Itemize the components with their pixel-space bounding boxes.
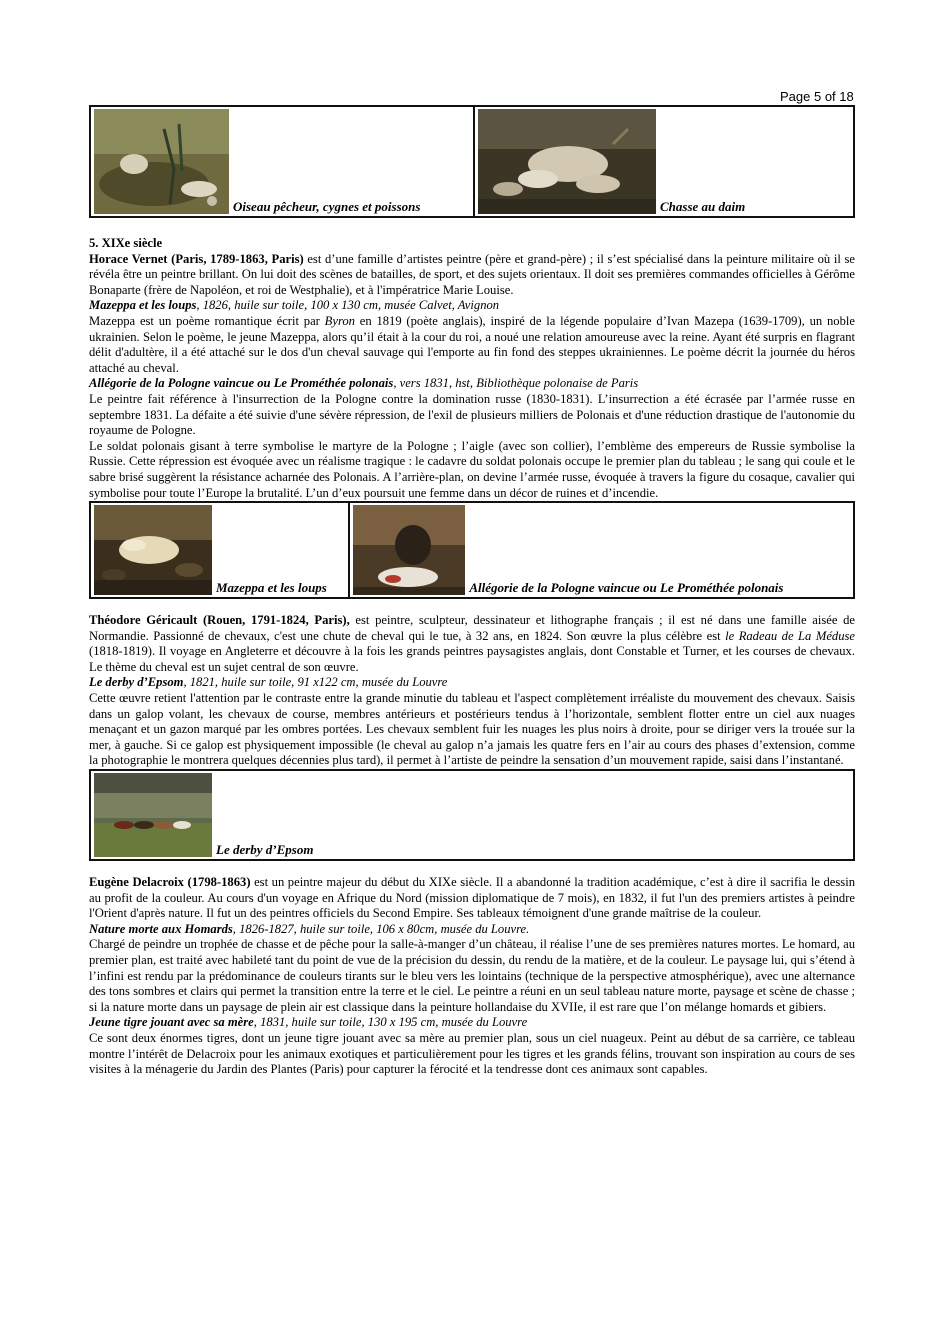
caption-oiseau: Oiseau pêcheur, cygnes et poissons (233, 199, 421, 214)
paragraph-homards: Chargé de peindre un trophée de chasse et de pêche pour la salle-à-manger d’un château, il réalise l’une de ses premières natures mortes. Le homard, au premier plan, est traité avec habileté tant du point de vue de la précision du dessin, du rendu de la matière, et de la couleur. Le paysage lui, qui s’étend à l’infini est rendu par la prédominance de couleurs tirants sur le bleu vers les lointains (technique de la perspective atmosphérique), avec une alternance des tons sombres et clairs qui permet la transition entre la terre et le ciel. Le peintre a réuni en un seul tableau nature morte, paysage et scène de chasse ; si la nature morte dans un paysage de plein air est classique dans la peinture hollandaise du XVIIe, il est rare que l’on mélange homards et gibiers. (89, 937, 855, 1014)
work-title-derby: Le derby d’Epsom (89, 675, 184, 690)
image-cell-derby (91, 771, 853, 859)
section-heading: 5. XIXe siècle (89, 236, 163, 250)
caption-pologne: Allégorie de la Pologne vaincue ou Le Prométhée polonais (469, 580, 784, 596)
work-meta-derby: , 1821, huile sur toile, 91 x122 cm, musée du Louvre (183, 675, 448, 690)
artist-name-delacroix: Eugène Delacroix (1798-1863) (89, 875, 251, 890)
page-content (89, 105, 855, 1078)
work-title-tigre: Jeune tigre jouant avec sa mère (89, 1015, 254, 1030)
image-cell-pologne (348, 503, 853, 597)
work-title-pologne: Allégorie de la Pologne vaincue ou Le Prométhée polonais (89, 376, 394, 391)
painting-mazeppa (94, 505, 212, 595)
work-meta-pologne: , vers 1831, hst, Bibliothèque polonaise de Paris (393, 376, 639, 391)
mazeppa-text-byron: Byron (324, 313, 355, 328)
painting-derby-epsom (94, 773, 212, 857)
caption-chasse: Chasse au daim (660, 199, 746, 214)
image-cell-mazeppa (91, 503, 348, 597)
work-heading-mazeppa (89, 298, 855, 314)
work-meta-tigre: , 1831, huile sur toile, 130 x 195 cm, musée du Louvre (253, 1015, 528, 1030)
paragraph-tigre: Ce sont deux énormes tigres, dont un jeune tigre jouant avec sa mère au premier plan, sous un ciel nuageux. Peint au début de sa carrière, ce tableau montre l’intérêt de Delacroix pour les animaux exotiques et particulièrement pour les tigres et les grands félins, trouvant son inspiration au cours de ses visites à la ménagerie du Jardin des Plantes (Paris) pour capturer la férocité et la tendresse dont ces animaux sont capables. (89, 1030, 855, 1077)
image-cell-oiseau (91, 107, 473, 216)
work-heading-derby (89, 675, 855, 691)
vernet-intro-text: est d’une famille d’artistes peintre (père et grand-père) ; il s’est spécialisé dans la peinture militaire où il se révéla être un peintre brillant. On lui doit des scènes de batailles, de sport, et des sujets orientaux. Il doit ses premières commandes officielles à Gérôme Bonaparte (frère de Napoléon, et roi de Westphalie), et à l'impératrice Marie Louise. (89, 251, 855, 297)
gericault-intro-work: le Radeau de La Méduse (725, 628, 855, 643)
work-title-homards: Nature morte aux Homards (89, 921, 233, 936)
caption-derby: Le derby d’Epsom (216, 842, 314, 858)
artist-name-gericault: Théodore Géricault (Rouen, 1791-1824, Paris), (89, 613, 350, 628)
paragraph-mazeppa (89, 314, 855, 376)
mazeppa-text-b: en 1819 (poète anglais), inspiré de la légende populaire d’Ivan Mazepa (1639-1709), un noble ukrainien. Selon le poème, le jeune Mazeppa, alors qu’il était à la cour du roi, a noué une relation amoureuse avec la reine. Ayant été surpris en flagrant délit d'adultère, il a été attaché sur le dos d'un cheval sauvage qui l'emporte au fin fond des steppes ukrainiennes. Le poème décrit la journée du héros attaché au cheval. (89, 313, 855, 375)
image-table-3 (89, 769, 855, 861)
work-heading-homards (89, 922, 855, 938)
page-number: Page 5 of 18 (780, 89, 854, 104)
delacroix-intro-text: est un peintre majeur du début du XIXe siècle. Il a abandonné la tradition académique, c’est à dire il sacrifia le dessin au profit de la couleur. Au cours d'un voyage en Afrique du Nord (mission diplomatique de 7 mois), en 1832, il fut l'un des premiers artistes à peindre l'Orient d'après nature. Il fut un des peintres officiels du Second Empire. Ses tableaux témoignent d'une grande maîtrise de la couleur. (89, 875, 855, 921)
work-title-mazeppa: Mazeppa et les loups (89, 298, 197, 313)
image-table-2 (89, 501, 855, 599)
image-table-1 (89, 105, 855, 218)
paragraph-pologne-1: Le peintre fait référence à l'insurrection de la Pologne contre la domination russe (1830-1831). L’insurrection a été écrasée par l’armée russe en septembre 1831. La défaite a été suivie d'une sévère répression, de l'exil de plusieurs milliers de Polonais et d'une réduction drastique de l'autonomie du royaume de Pologne. (89, 391, 855, 438)
work-meta-mazeppa: , 1826, huile sur toile, 100 x 130 cm, musée Calvet, Avignon (196, 298, 500, 313)
painting-promethee-polonais (353, 505, 465, 595)
painting-chasse-au-daim (478, 109, 656, 214)
work-meta-homards: , 1826-1827, huile sur toile, 106 x 80cm, musée du Louvre. (232, 921, 530, 936)
work-heading-pologne (89, 376, 855, 392)
paragraph-vernet-intro (89, 252, 855, 299)
paragraph-gericault-intro (89, 613, 855, 675)
mazeppa-text-a: Mazeppa est un poème romantique écrit par (89, 313, 325, 328)
artist-name-vernet: Horace Vernet (Paris, 1789-1863, Paris) (89, 251, 304, 266)
paragraph-derby: Cette œuvre retient l'attention par le contraste entre la grande minutie du tableau et l'aspect complètement irréaliste du mouvement des chevaux. Saisis dans un galop volant, les chevaux de course, membres antérieurs et postérieurs tendus à l’horizontale, semblent flotter entre un ciel aux nuages menaçant et un gazon marqué par les ombres portées. Les chevaux semblent fuir les nuages les plus noirs à droite, pour se diriger vers la trouée sur la mer, à gauche. Si ce galop est physiquement impossible (le cheval au galop n’a jamais les quatre fers en l’air au cours des phases d’extension, comme la photographie le montrera quelques décennies plus tard), il permet à l’artiste de peindre la sensation d’un mouvement rapide, saisi dans l’instantané. (89, 691, 855, 768)
paragraph-delacroix-intro (89, 875, 855, 922)
paragraph-pologne-2: Le soldat polonais gisant à terre symbolise le martyre de la Pologne ; l’aigle (avec son collier), l’emblème des empereurs de Russie symbolise la Russie. Cette répression est évoquée avec un réalisme tragique : le cadavre du soldat polonais occupe le premier plan du tableau ; le sang qui coule et le sabre brisé suggèrent la résistance acharnée des Polonais. A l’arrière-plan, on devine l’armée russe, évoquée à travers la figure du cosaque, cavalier qui symbolise pour toute l’Europe la brutalité. L’un d’eux poursuit une femme dans un décor de ruines et d’incendie. (89, 438, 855, 500)
gericault-intro-a: est peintre, sculpteur, dessinateur et lithographe français ; il est né dans une famille aisée de Normandie. Passionné de chevaux, c'est une chute de cheval qui le tue, à 32 ans, en 1824. Son œuvre la plus célèbre est (89, 613, 855, 643)
painting-oiseau-pecheur (94, 109, 229, 214)
gericault-intro-b: (1818-1819). Il voyage en Angleterre et découvre à la fois les grands peintres paysagistes anglais, dont Constable et Turner, et les courses de chevaux. Le thème du cheval est un sujet central de son œuvre. (89, 644, 855, 674)
caption-mazeppa: Mazeppa et les loups (216, 580, 327, 596)
image-cell-chasse (473, 107, 853, 216)
work-heading-tigre (89, 1015, 855, 1031)
